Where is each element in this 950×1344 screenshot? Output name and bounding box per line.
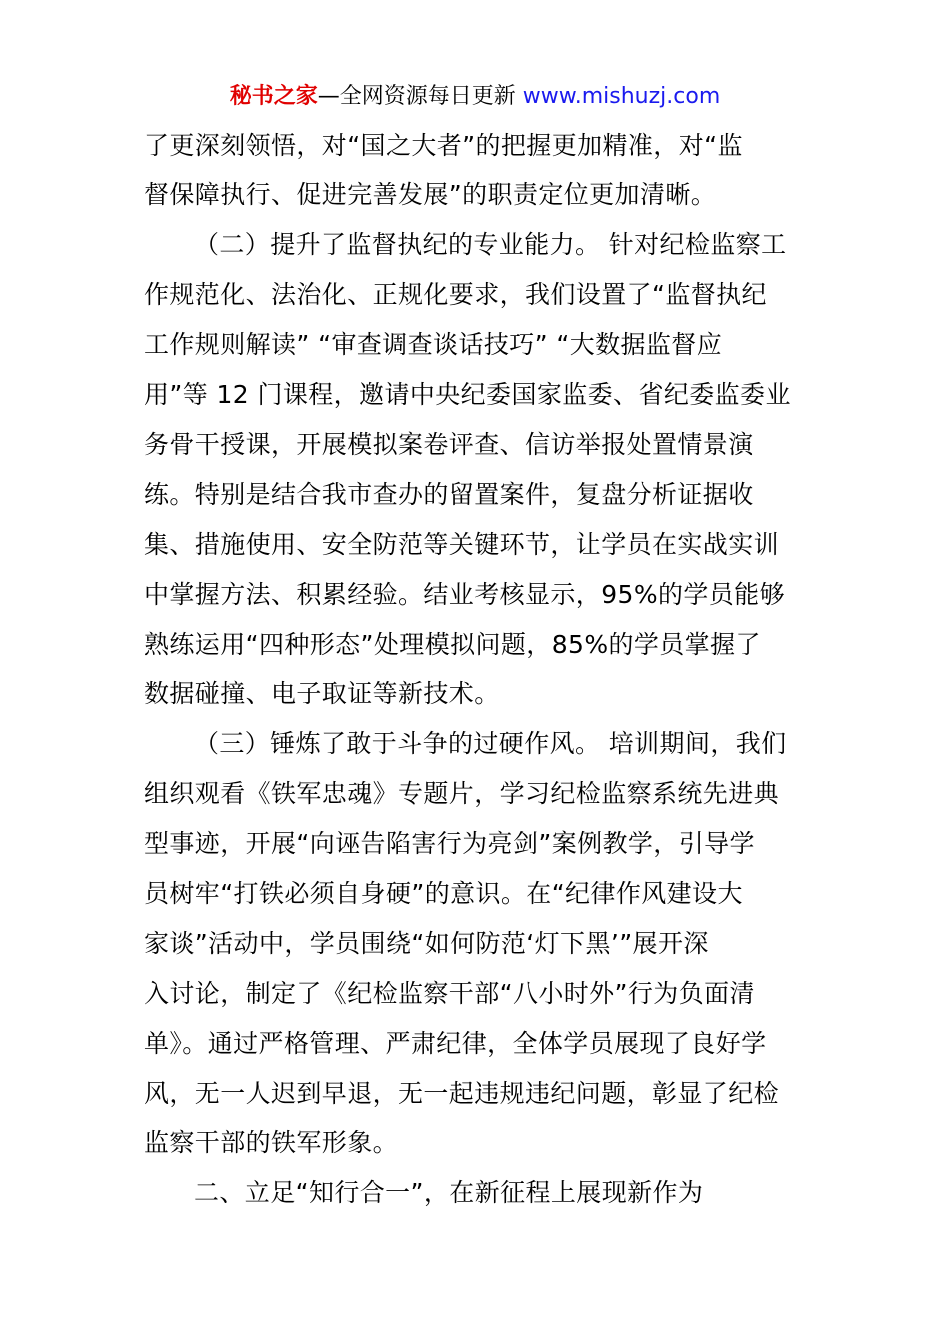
text-line: 督保障执行、促进完善发展”的职责定位更加清晰。 [144,180,717,209]
text-line: 中掌握方法、积累经验。结业考核显示，95%的学员能够 [144,580,785,609]
text-line: 集、措施使用、安全防范等关键环节，让学员在实战实训 [144,530,780,559]
text-line: 单》。通过严格管理、严肃纪律，全体学员展现了良好学 [144,1029,767,1058]
text-line: 员树牢“打铁必须自身硬”的意识。在“纪律作风建设大 [144,879,743,908]
section-heading-line: （二）提升了监督执纪的专业能力。 针对纪检监察工 [194,230,787,259]
text-line: 用”等 12 门课程，邀请中央纪委国家监委、省纪委监委业 [144,380,791,409]
text-line: 了更深刻领悟，对“国之大者”的把握更加精准，对“监 [144,131,743,160]
text-line: 熟练运用“四种形态”处理模拟问题，85%的学员掌握了 [144,630,761,659]
text-line: 风，无一人迟到早退，无一起违规违纪问题，彰显了纪检 [144,1079,780,1108]
text-line: 组织观看《铁军忠魂》专题片，学习纪检监察系统先进典 [144,779,780,808]
text-line: 入讨论，制定了《纪检监察干部“八小时外”行为负面清 [144,979,755,1008]
site-tagline: —全网资源每日更新 [317,84,523,109]
site-url-link[interactable]: www.mishuzj.com [522,84,721,109]
text-line: 练。特别是结合我市查办的留置案件，复盘分析证据收 [144,480,754,509]
text-line: 监察干部的铁军形象。 [144,1128,399,1157]
text-line: 工作规则解读” “审查调查谈话技巧” “大数据监督应 [144,330,723,359]
chapter-heading-line: 二、立足“知行合一”，在新征程上展现新作为 [194,1178,704,1207]
section-heading-line: （三）锤炼了敢于斗争的过硬作风。 培训期间，我们 [194,729,787,758]
text-line: 型事迹，开展“向诬告陷害行为亮剑”案例教学，引导学 [144,829,755,858]
text-line: 作规范化、法治化、正规化要求，我们设置了“监督执纪 [144,280,767,309]
text-line: 务骨干授课，开展模拟案卷评查、信访举报处置情景演 [144,430,754,459]
text-line: 家谈”活动中，学员围绕“如何防范‘灯下黑’”展开深 [144,929,709,958]
text-line: 数据碰撞、电子取证等新技术。 [144,679,500,708]
site-brand: 秘书之家 [229,84,318,109]
site-header [0,82,950,112]
